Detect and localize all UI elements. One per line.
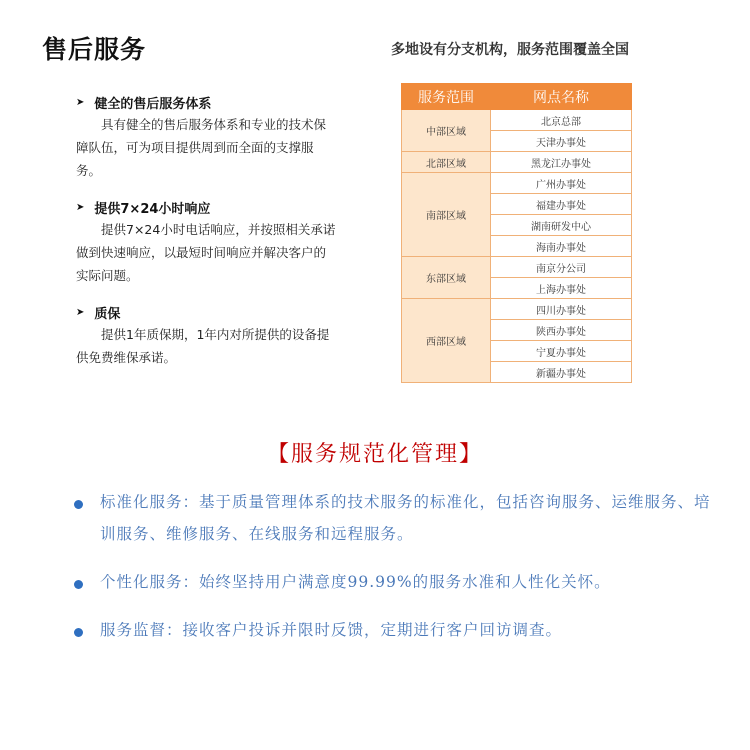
- region-cell: 西部区域: [402, 299, 491, 383]
- table-row: [402, 173, 632, 194]
- page-title: 售后服务: [42, 35, 147, 64]
- office-cell: 湖南研发中心: [491, 215, 632, 236]
- region-cell: 北部区域: [402, 152, 491, 173]
- feature-body: 具有健全的售后服务体系和专业的技术保障队伍，可为项目提供周到而全面的支撑服务。: [76, 117, 327, 178]
- list-item: [74, 620, 714, 646]
- arrow-bullet-icon: ➤: [76, 306, 85, 318]
- feature-section: [76, 196, 338, 287]
- arrow-bullet-icon: ➤: [76, 96, 85, 108]
- arrow-bullet-icon: ➤: [76, 201, 85, 213]
- office-cell: 陕西办事处: [491, 320, 632, 341]
- feature-heading-row: [76, 301, 338, 323]
- management-item-text: 个性化服务：始终坚持用户满意度99.99%的服务水准和人性化关怀。: [100, 573, 611, 591]
- office-cell: 黑龙江办事处: [491, 152, 632, 173]
- table-row: [402, 257, 632, 278]
- office-cell: 福建办事处: [491, 194, 632, 215]
- feature-heading-row: [76, 196, 338, 218]
- region-cell: 南部区域: [402, 173, 491, 257]
- bullet-dot-icon: [74, 580, 83, 589]
- list-item: [74, 492, 714, 550]
- management-item-text: 服务监督：接收客户投诉并限时反馈，定期进行客户回访调查。: [100, 621, 563, 639]
- office-cell: 新疆办事处: [491, 362, 632, 383]
- header-office: 网点名称: [491, 84, 632, 110]
- office-cell: 北京总部: [491, 110, 632, 131]
- feature-heading: 提供7×24小时响应: [94, 201, 211, 217]
- office-cell: 海南办事处: [491, 236, 632, 257]
- office-cell: 天津办事处: [491, 131, 632, 152]
- table-row: [402, 110, 632, 131]
- service-network-table: [401, 83, 632, 383]
- table-header-row: [402, 84, 632, 110]
- features-list: [76, 91, 338, 383]
- office-cell: 上海办事处: [491, 278, 632, 299]
- management-title: 【服务规范化管理】: [266, 442, 483, 467]
- feature-section: [76, 301, 338, 369]
- region-cell: 中部区域: [402, 110, 491, 152]
- office-cell: 宁夏办事处: [491, 341, 632, 362]
- bullet-dot-icon: [74, 628, 83, 637]
- feature-body: 提供7×24小时电话响应，并按照相关承诺做到快速响应，以最短时间响应并解决客户的实际问题。: [76, 222, 336, 283]
- table-row: [402, 152, 632, 173]
- feature-heading: 健全的售后服务体系: [94, 96, 212, 112]
- header-note: 多地设有分支机构，服务范围覆盖全国: [391, 42, 629, 58]
- table-row: [402, 299, 632, 320]
- feature-section: [76, 91, 338, 182]
- office-cell: 南京分公司: [491, 257, 632, 278]
- office-cell: 广州办事处: [491, 173, 632, 194]
- feature-heading: 质保: [94, 306, 121, 322]
- region-cell: 东部区域: [402, 257, 491, 299]
- header-region: 服务范围: [402, 84, 491, 110]
- bullet-dot-icon: [74, 500, 83, 509]
- management-item-text: 标准化服务：基于质量管理体系的技术服务的标准化，包括咨询服务、运维服务、培训服务、维修服务、在线服务和远程服务。: [100, 493, 711, 543]
- office-cell: 四川办事处: [491, 299, 632, 320]
- list-item: [74, 572, 714, 598]
- management-list: [74, 492, 714, 668]
- feature-body: 提供1年质保期，1年内对所提供的设备提供免费维保承诺。: [76, 327, 330, 365]
- feature-heading-row: [76, 91, 338, 113]
